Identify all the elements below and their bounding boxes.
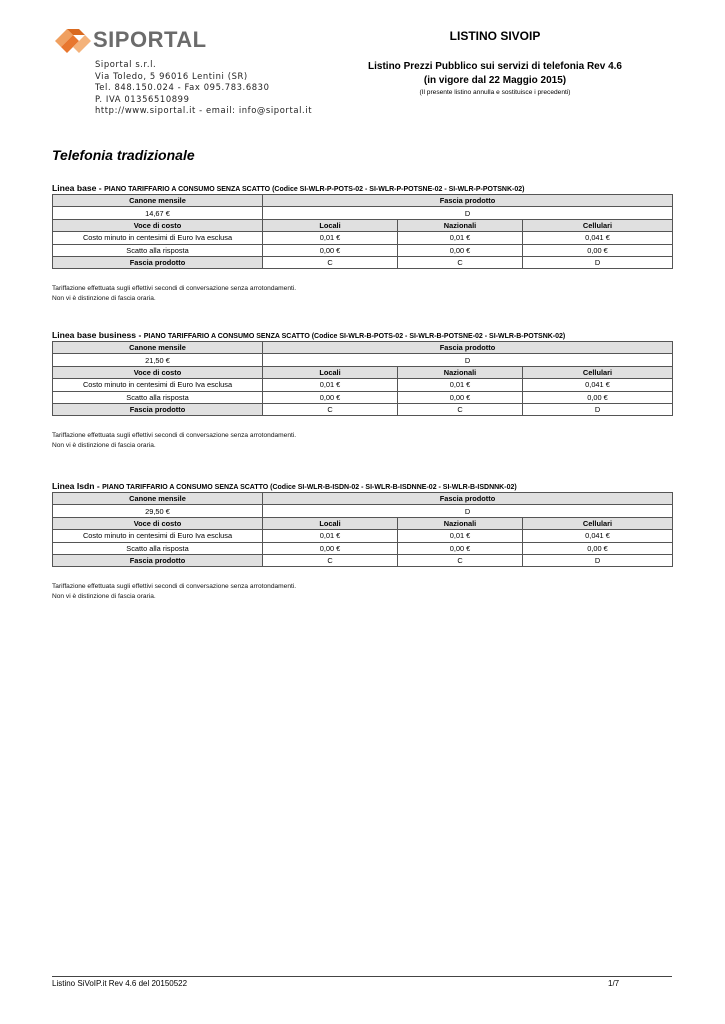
scatto-label: Scatto alla risposta: [53, 391, 263, 403]
table-cell: 0,00 €: [523, 244, 673, 256]
company-line: Siportal s.r.l.: [95, 59, 157, 69]
fascia-value: D: [263, 505, 673, 517]
block-heading-main: Linea Isdn -: [52, 481, 103, 491]
block-heading-desc: PIANO TARIFFARIO A CONSUMO SENZA SCATTO (Codice SI-WLR-B-ISDN-02 - SI-WLR-B-ISDNNE-02 - SI-WLR-B-ISDNNK-02): [102, 484, 517, 491]
company-line: P. IVA 01356510899: [95, 93, 190, 104]
logo-text: SIPORTAL: [93, 27, 207, 52]
table-cell: 0,041 €: [523, 530, 673, 542]
footer-divider: [52, 976, 672, 977]
document-note: (Il presente listino annulla e sostituisce i precedenti): [419, 89, 571, 96]
note-line: Non vi è distinzione di fascia oraria.: [52, 442, 156, 450]
block-heading-main: Linea base business -: [52, 330, 144, 340]
costo-minuto-label: Costo minuto in centesimi di Euro Iva esclusa: [53, 232, 263, 244]
price-table: [52, 194, 673, 269]
company-info: [95, 59, 312, 117]
canone-value: 29,50 €: [53, 505, 263, 517]
block-heading: [52, 330, 672, 341]
table-cell: D: [523, 256, 673, 268]
table-cell: 0,00 €: [263, 244, 398, 256]
block-notes: [52, 284, 672, 304]
nazionali-header: Nazionali: [398, 219, 523, 231]
table-cell: C: [398, 256, 523, 268]
note-line: Non vi è distinzione di fascia oraria.: [52, 295, 156, 303]
block-heading-desc: PIANO TARIFFARIO A CONSUMO SENZA SCATTO (Codice SI-WLR-P-POTS-02 - SI-WLR-P-POTSNE-02 - SI-WLR-P-POTSNK-02): [104, 186, 525, 193]
table-cell: 0,01 €: [263, 232, 398, 244]
table-cell: 0,01 €: [398, 379, 523, 391]
table-cell: 0,00 €: [398, 244, 523, 256]
fascia-row-label: Fascia prodotto: [53, 554, 263, 566]
table-cell: 0,01 €: [398, 232, 523, 244]
cellulari-header: Cellulari: [523, 366, 673, 378]
company-line: http://www.siportal.it - email: info@siportal.it: [95, 105, 313, 116]
canone-header: Canone mensile: [53, 195, 263, 207]
costo-minuto-label: Costo minuto in centesimi di Euro Iva esclusa: [53, 379, 263, 391]
block-heading: [52, 183, 672, 194]
voce-header: Voce di costo: [53, 517, 263, 529]
scatto-label: Scatto alla risposta: [53, 542, 263, 554]
voce-header: Voce di costo: [53, 366, 263, 378]
table-cell: 0,01 €: [263, 379, 398, 391]
table-cell: 0,00 €: [523, 542, 673, 554]
note-line: Tariffazione effettuata sugli effettivi secondi di conversazione senza arrotondamenti.: [52, 285, 297, 293]
table-cell: 0,01 €: [398, 530, 523, 542]
fascia-header: Fascia prodotto: [263, 342, 673, 354]
price-table: [52, 492, 673, 567]
table-cell: 0,01 €: [263, 530, 398, 542]
table-cell: C: [263, 403, 398, 415]
table-cell: 0,00 €: [263, 391, 398, 403]
fascia-value: D: [263, 354, 673, 366]
canone-header: Canone mensile: [53, 342, 263, 354]
nazionali-header: Nazionali: [398, 366, 523, 378]
table-cell: C: [398, 554, 523, 566]
subtitle-line: Listino Prezzi Pubblico sui servizi di telefonia Rev 4.6: [368, 61, 622, 72]
siportal-logo: [53, 25, 207, 57]
document-title: LISTINO SIVOIP: [449, 29, 541, 43]
footer-document-info: Listino SiVoIP.it Rev 4.6 del 20150522: [52, 979, 188, 988]
fascia-header: Fascia prodotto: [263, 195, 673, 207]
table-cell: 0,041 €: [523, 379, 673, 391]
note-line: Non vi è distinzione di fascia oraria.: [52, 593, 156, 601]
fascia-row-label: Fascia prodotto: [53, 403, 263, 415]
table-cell: 0,041 €: [523, 232, 673, 244]
document-subtitle: [345, 60, 645, 88]
price-table: [52, 341, 673, 416]
locali-header: Locali: [263, 517, 398, 529]
cellulari-header: Cellulari: [523, 517, 673, 529]
company-line: Via Toledo, 5 96016 Lentini (SR): [95, 70, 248, 81]
canone-value: 14,67 €: [53, 207, 263, 219]
canone-header: Canone mensile: [53, 493, 263, 505]
block-heading: [52, 481, 672, 492]
scatto-label: Scatto alla risposta: [53, 244, 263, 256]
price-block: [52, 330, 672, 451]
price-block: [52, 183, 672, 304]
price-block: [52, 481, 672, 602]
table-cell: 0,00 €: [398, 391, 523, 403]
nazionali-header: Nazionali: [398, 517, 523, 529]
fascia-value: D: [263, 207, 673, 219]
company-line: Tel. 848.150.024 - Fax 095.783.6830: [95, 82, 270, 93]
locali-header: Locali: [263, 366, 398, 378]
table-cell: D: [523, 403, 673, 415]
block-notes: [52, 431, 672, 451]
table-cell: C: [263, 256, 398, 268]
locali-header: Locali: [263, 219, 398, 231]
block-heading-desc: PIANO TARIFFARIO A CONSUMO SENZA SCATTO (Codice SI-WLR-B-POTS-02 - SI-WLR-B-POTSNE-02 - SI-WLR-B-POTSNK-02): [143, 333, 566, 340]
fascia-row-label: Fascia prodotto: [53, 256, 263, 268]
table-cell: 0,00 €: [523, 391, 673, 403]
note-line: Tariffazione effettuata sugli effettivi secondi di conversazione senza arrotondamenti.: [52, 583, 297, 591]
subtitle-line: (in vigore dal 22 Maggio 2015): [423, 75, 567, 86]
table-cell: D: [523, 554, 673, 566]
note-line: Tariffazione effettuata sugli effettivi secondi di conversazione senza arrotondamenti.: [52, 432, 297, 440]
table-cell: 0,00 €: [398, 542, 523, 554]
voce-header: Voce di costo: [53, 219, 263, 231]
canone-value: 21,50 €: [53, 354, 263, 366]
block-notes: [52, 582, 672, 602]
table-cell: C: [263, 554, 398, 566]
cellulari-header: Cellulari: [523, 219, 673, 231]
siportal-logo-icon: [53, 25, 93, 57]
footer-page-number: 1/7: [608, 979, 620, 988]
fascia-header: Fascia prodotto: [263, 493, 673, 505]
costo-minuto-label: Costo minuto in centesimi di Euro Iva esclusa: [53, 530, 263, 542]
block-heading-main: Linea base -: [52, 183, 105, 193]
table-cell: 0,00 €: [263, 542, 398, 554]
section-title: Telefonia tradizionale: [52, 147, 195, 163]
table-cell: C: [398, 403, 523, 415]
